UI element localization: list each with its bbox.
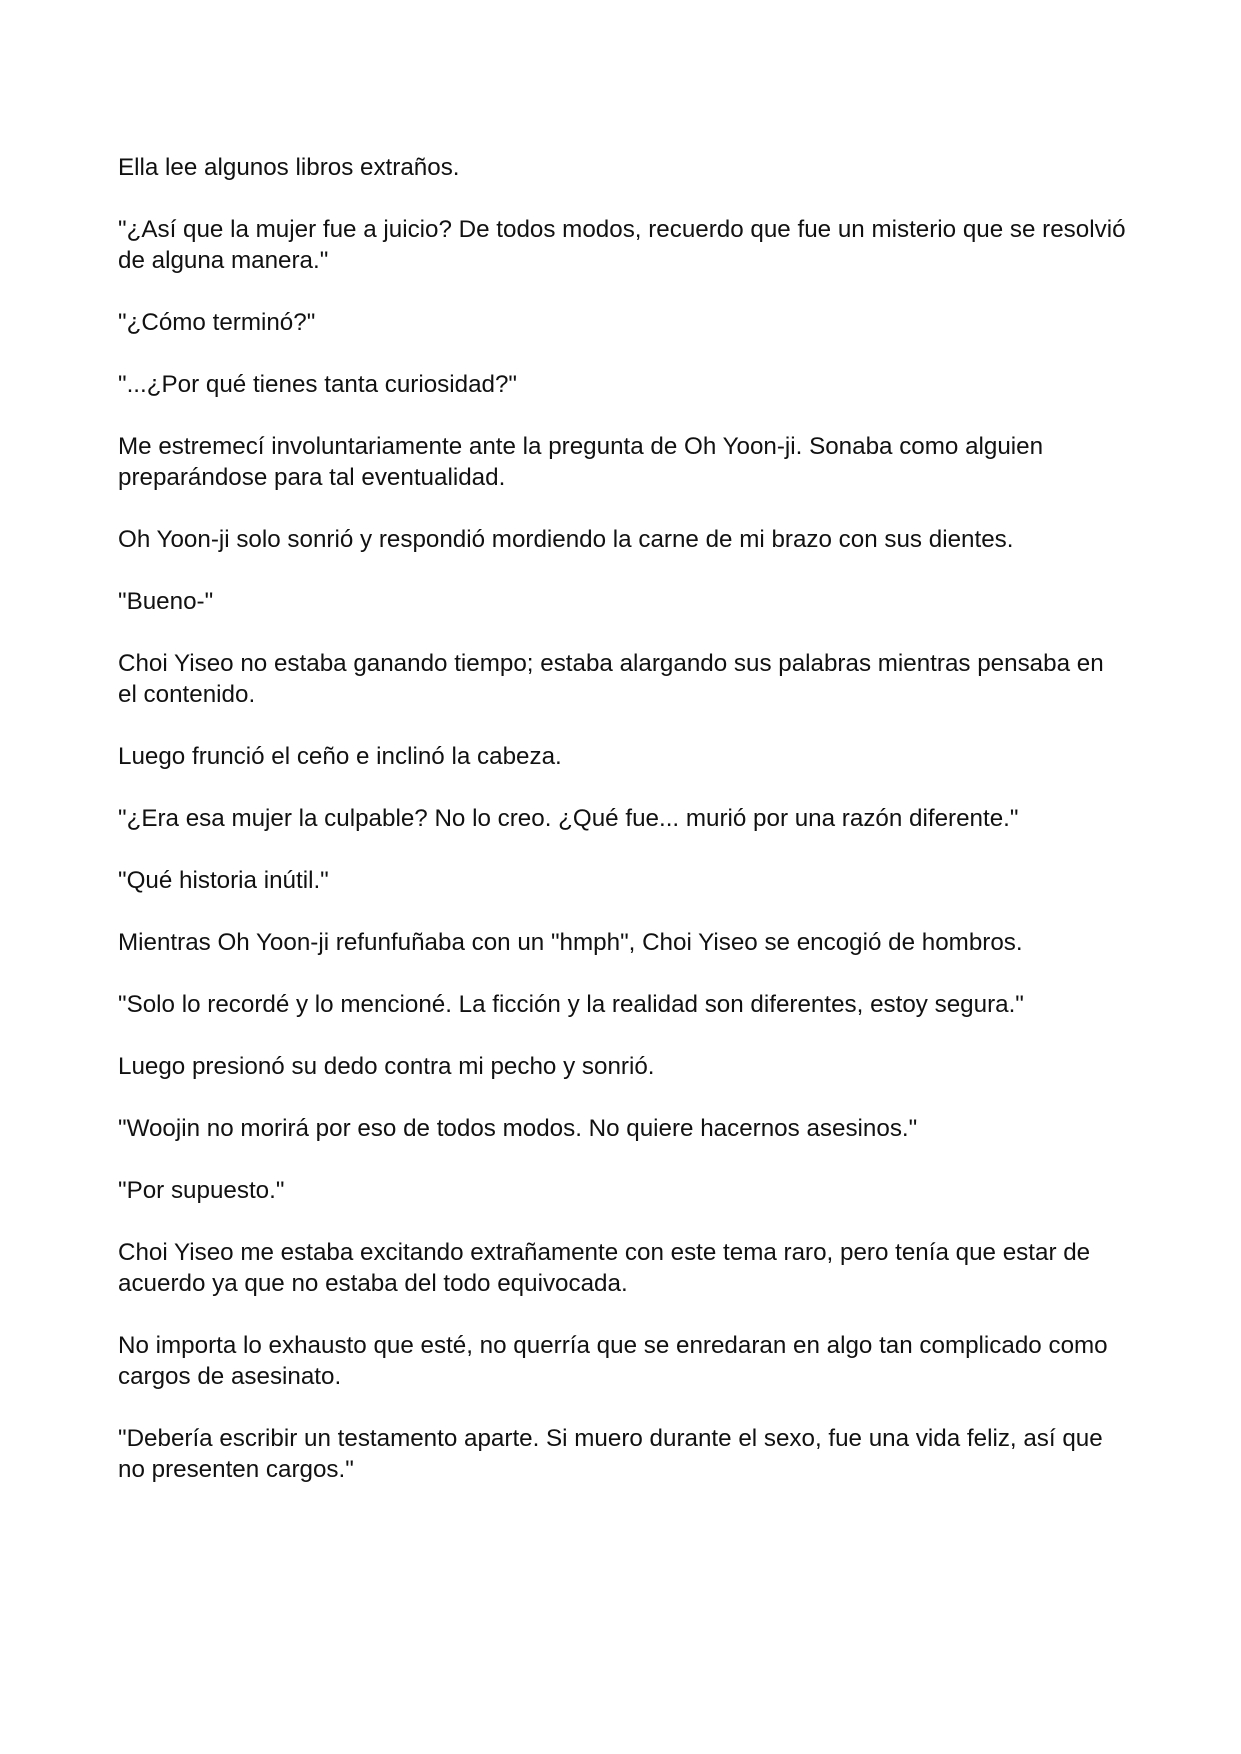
- paragraph: "Debería escribir un testamento aparte. Si muero durante el sexo, fue una vida feliz, así que no presenten cargos.": [118, 1425, 1103, 1483]
- paragraph: Choi Yiseo me estaba excitando extrañamente con este tema raro, pero tenía que estar de acuerdo ya que no estaba del todo equivocada.: [118, 1239, 1091, 1297]
- paragraph: Oh Yoon-ji solo sonrió y respondió mordiendo la carne de mi brazo con sus dientes.: [118, 526, 1014, 553]
- paragraph: Luego presionó su dedo contra mi pecho y sonrió.: [118, 1053, 655, 1080]
- paragraph: "¿Cómo terminó?": [118, 309, 316, 336]
- paragraph: Choi Yiseo no estaba ganando tiempo; estaba alargando sus palabras mientras pensaba en el contenido.: [118, 650, 1104, 708]
- document-body: [118, 152, 1128, 1516]
- paragraph: "Por supuesto.": [118, 1177, 285, 1204]
- paragraph: "Bueno-": [118, 588, 214, 615]
- paragraph: "Solo lo recordé y lo mencioné. La ficción y la realidad son diferentes, estoy segura.": [118, 991, 1024, 1018]
- paragraph: Luego frunció el ceño e inclinó la cabeza.: [118, 743, 562, 770]
- paragraph: Ella lee algunos libros extraños.: [118, 154, 460, 181]
- paragraph: "¿Era esa mujer la culpable? No lo creo. ¿Qué fue... murió por una razón diferente.": [118, 805, 1019, 832]
- paragraph: Mientras Oh Yoon-ji refunfuñaba con un "hmph", Choi Yiseo se encogió de hombros.: [118, 929, 1023, 956]
- paragraph: "¿Así que la mujer fue a juicio? De todos modos, recuerdo que fue un misterio que se resolvió de alguna manera.": [118, 216, 1126, 274]
- paragraph: "...¿Por qué tienes tanta curiosidad?": [118, 371, 518, 398]
- paragraph: "Qué historia inútil.": [118, 867, 329, 894]
- paragraph: Me estremecí involuntariamente ante la pregunta de Oh Yoon-ji. Sonaba como alguien preparándose para tal eventualidad.: [118, 433, 1044, 491]
- paragraph: No importa lo exhausto que esté, no querría que se enredaran en algo tan complicado como cargos de asesinato.: [118, 1332, 1108, 1390]
- paragraph: "Woojin no morirá por eso de todos modos. No quiere hacernos asesinos.": [118, 1115, 918, 1142]
